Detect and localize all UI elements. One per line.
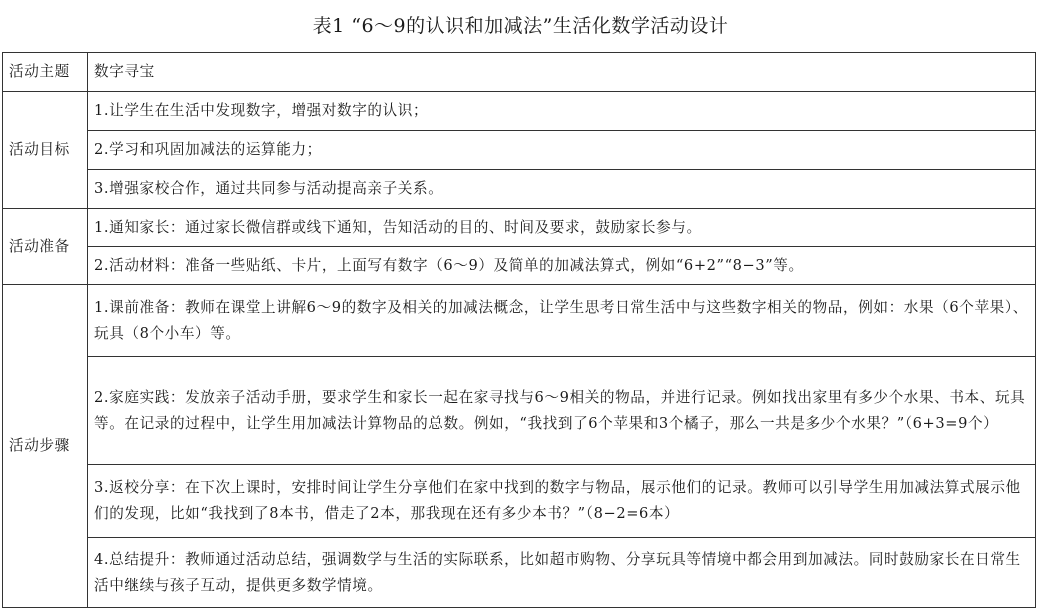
row-label-theme: 活动主题 (3, 53, 88, 92)
cell-step-2: 2.家庭实践：发放亲子活动手册，要求学生和家长一起在家寻找与6～9相关的物品，并进行记录。例如找出家里有多少个水果、书本、玩具等。在记录的过程中，让学生用加减法计算物品的总数。例如，“我找到了6个苹果和3个橘子，那么一共是多少个水果？”（6+3=9个） (88, 357, 1036, 465)
table-row-goal-2 (3, 131, 1036, 170)
row-label-goals: 活动目标 (3, 92, 88, 209)
row-label-preparation: 活动准备 (3, 209, 88, 285)
table-caption: 表1 “6～9的认识和加减法”生活化数学活动设计 (312, 15, 729, 37)
table-row-goal-3 (3, 170, 1036, 209)
table-row-step-3 (3, 465, 1036, 538)
cell-goal-1: 1.让学生在生活中发现数字，增强对数字的认识； (88, 92, 1036, 131)
cell-goal-2: 2.学习和巩固加减法的运算能力； (88, 131, 1036, 170)
cell-step-1: 1.课前准备：教师在课堂上讲解6～9的数字及相关的加减法概念，让学生思考日常生活中与这些数字相关的物品，例如：水果（6个苹果）、玩具（8个小车）等。 (88, 285, 1036, 357)
cell-goal-3: 3.增强家校合作，通过共同参与活动提高亲子关系。 (88, 170, 1036, 209)
table-row-prep-2 (3, 247, 1036, 285)
row-label-steps: 活动步骤 (3, 285, 88, 608)
activity-design-table (2, 52, 1036, 608)
cell-theme-content: 数字寻宝 (88, 53, 1036, 92)
table-row-step-4 (3, 538, 1036, 608)
cell-prep-1: 1.通知家长：通过家长微信群或线下通知，告知活动的目的、时间及要求，鼓励家长参与。 (88, 209, 1036, 247)
cell-step-4: 4.总结提升：教师通过活动总结，强调数学与生活的实际联系，比如超市购物、分享玩具等情境中都会用到加减法。同时鼓励家长在日常生活中继续与孩子互动，提供更多数学情境。 (88, 538, 1036, 608)
table-row-step-2 (3, 357, 1036, 465)
cell-step-3: 3.返校分享：在下次上课时，安排时间让学生分享他们在家中找到的数字与物品，展示他们的记录。教师可以引导学生用加减法算式展示他们的发现，比如“我找到了8本书，借走了2本，那我现在还有多少本书？”（8−2=6本） (88, 465, 1036, 538)
cell-prep-2: 2.活动材料：准备一些贴纸、卡片，上面写有数字（6～9）及简单的加减法算式，例如“6+2”“8−3”等。 (88, 247, 1036, 285)
table-row-prep-1 (3, 209, 1036, 247)
table-row-step-1 (3, 285, 1036, 357)
table-row-goal-1 (3, 92, 1036, 131)
table-row-theme (3, 53, 1036, 92)
